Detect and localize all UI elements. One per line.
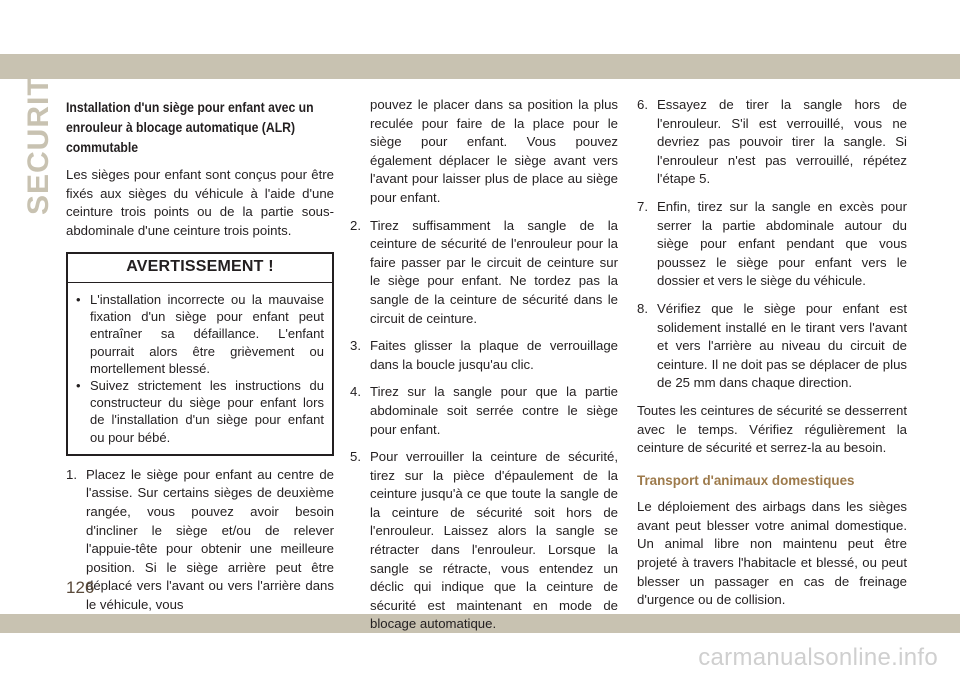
step-text: Faites glisser la plaque de verrouillage dans la boucle jusqu'au clic.	[370, 338, 618, 372]
page-number: 126	[66, 578, 95, 597]
step-number: 6.	[637, 97, 648, 112]
step-item	[350, 337, 618, 374]
step-number: 4.	[350, 384, 361, 400]
subheading-pets: Transport d'animaux domestiques	[637, 472, 855, 488]
warning-list	[68, 283, 332, 454]
step-number: 8.	[637, 300, 648, 316]
step-text: Vérifiez que le siège pour enfant est solidement installé en le tirant vers l'avant et vers l'arrière au niveau du circuit de ceinture. Il ne doit pas se déplacer de plus de 25 mm dans chaque direction.	[657, 300, 907, 391]
intro-paragraph: Les sièges pour enfant sont conçus pour être fixés aux sièges du véhicule à l'aide d'une ceinture trois points ou de la partie sous-abdominale d'une ceinture trois points.	[66, 167, 334, 238]
pets-paragraph: Le déploiement des airbags dans les sièges avant peut blesser votre animal domestique. Un animal libre non maintenu peut être projeté à travers l'habitacle et blessé, ou peut blesser un passager en cas de freinage d'urgence ou de collision.	[637, 499, 907, 608]
step-item	[350, 383, 618, 439]
step-item	[637, 198, 907, 291]
step-text: Tirez suffisamment la sangle de la ceinture de sécurité de l'enrouleur pour la faire passer par le circuit de ceinture sur le siège pour enfant. Ne tordez pas la sangle de la ceinture de sécurité dans le circuit de ceinture.	[370, 217, 618, 326]
warning-item	[76, 377, 324, 446]
step-number: 5.	[350, 449, 361, 465]
step-item	[350, 217, 618, 329]
step-text: Enfin, tirez sur la sangle en excès pour serrer la partie abdominale autour du siège pour enfant pendant que vous poussez le siège pour enfant vers le dossier et vers le siège du véhicule.	[657, 198, 907, 289]
column-1	[66, 98, 334, 624]
warning-item	[76, 291, 324, 377]
step-continuation	[350, 96, 618, 208]
top-margin	[0, 0, 960, 58]
step-number: 7.	[637, 198, 648, 214]
step-text: pouvez le placer dans sa position la plus reculée pour faire de la place pour le siège pour enfant. Vous pouvez également déplacer le siège avant vers l'avant pour laisser plus de place au siège pour enfant.	[370, 97, 618, 205]
steps-list	[66, 466, 334, 615]
bullet-icon: •	[76, 291, 81, 307]
steps-list	[637, 96, 907, 393]
header-band	[0, 54, 960, 79]
section-heading: Installation d'un siège pour enfant avec un enrouleur à blocage automatique (ALR) commutable	[66, 100, 314, 155]
step-item	[637, 300, 907, 393]
section-side-label: SECURITE	[22, 55, 55, 215]
step-text: Essayez de tirer la sangle hors de l'enrouleur. S'il est verrouillé, vous ne devriez pas pouvoir tirer la sangle. Si l'enrouleur n'est pas verrouillé, répétez l'étape 5.	[657, 97, 907, 187]
step-item	[350, 448, 618, 634]
warning-item-text: L'installation incorrecte ou la mauvaise fixation d'un siège pour enfant peut entraîner sa défaillance. L'enfant pourrait alors être grièvement ou mortellement blessé.	[90, 291, 324, 376]
step-text: Tirez sur la sangle pour que la partie abdominale soit serrée contre le siège pour enfant.	[370, 384, 618, 437]
step-item	[637, 96, 907, 189]
warning-title: AVERTISSEMENT !	[68, 254, 332, 283]
note-paragraph: Toutes les ceintures de sécurité se desserrent avec le temps. Vérifiez régulièrement la ceinture de sécurité et serrez-la au besoin.	[637, 402, 907, 456]
step-number: 1.	[66, 466, 77, 482]
step-number: 3.	[350, 338, 361, 354]
step-item	[66, 466, 334, 615]
watermark: carmanualsonline.info	[698, 644, 938, 671]
warning-item-text: Suivez strictement les instructions du constructeur du siège pour enfant lors de l'installation d'un siège pour enfant ou pour bébé.	[90, 377, 324, 445]
step-text: Placez le siège pour enfant au centre de l'assise. Sur certains sièges de deuxième rangée, vous pouvez avoir besoin d'incliner le siège et/ou de relever l'appuie-tête pour obtenir une meilleure position. Si le siège arrière peut être déplacé vers l'avant ou vers l'arrière dans le véhicule, vous	[86, 466, 334, 612]
step-number: 2.	[350, 217, 361, 233]
column-2	[350, 96, 618, 643]
warning-box	[66, 252, 334, 455]
column-3	[637, 96, 907, 620]
bullet-icon: •	[76, 377, 81, 393]
step-text: Pour verrouiller la ceinture de sécurité, tirez sur la pièce d'épaulement de la ceinture jusqu'à ce que toute la sangle de la ceinture de sécurité soit hors de l'enrouleur. Laissez alors la sangle se rétracter dans l'enrouleur. Lorsque la sangle se rétracte, vous entendez un déclic qui indique que la ceinture de sécurité est maintenant en mode de blocage automatique.	[370, 449, 618, 632]
steps-list	[350, 96, 618, 634]
